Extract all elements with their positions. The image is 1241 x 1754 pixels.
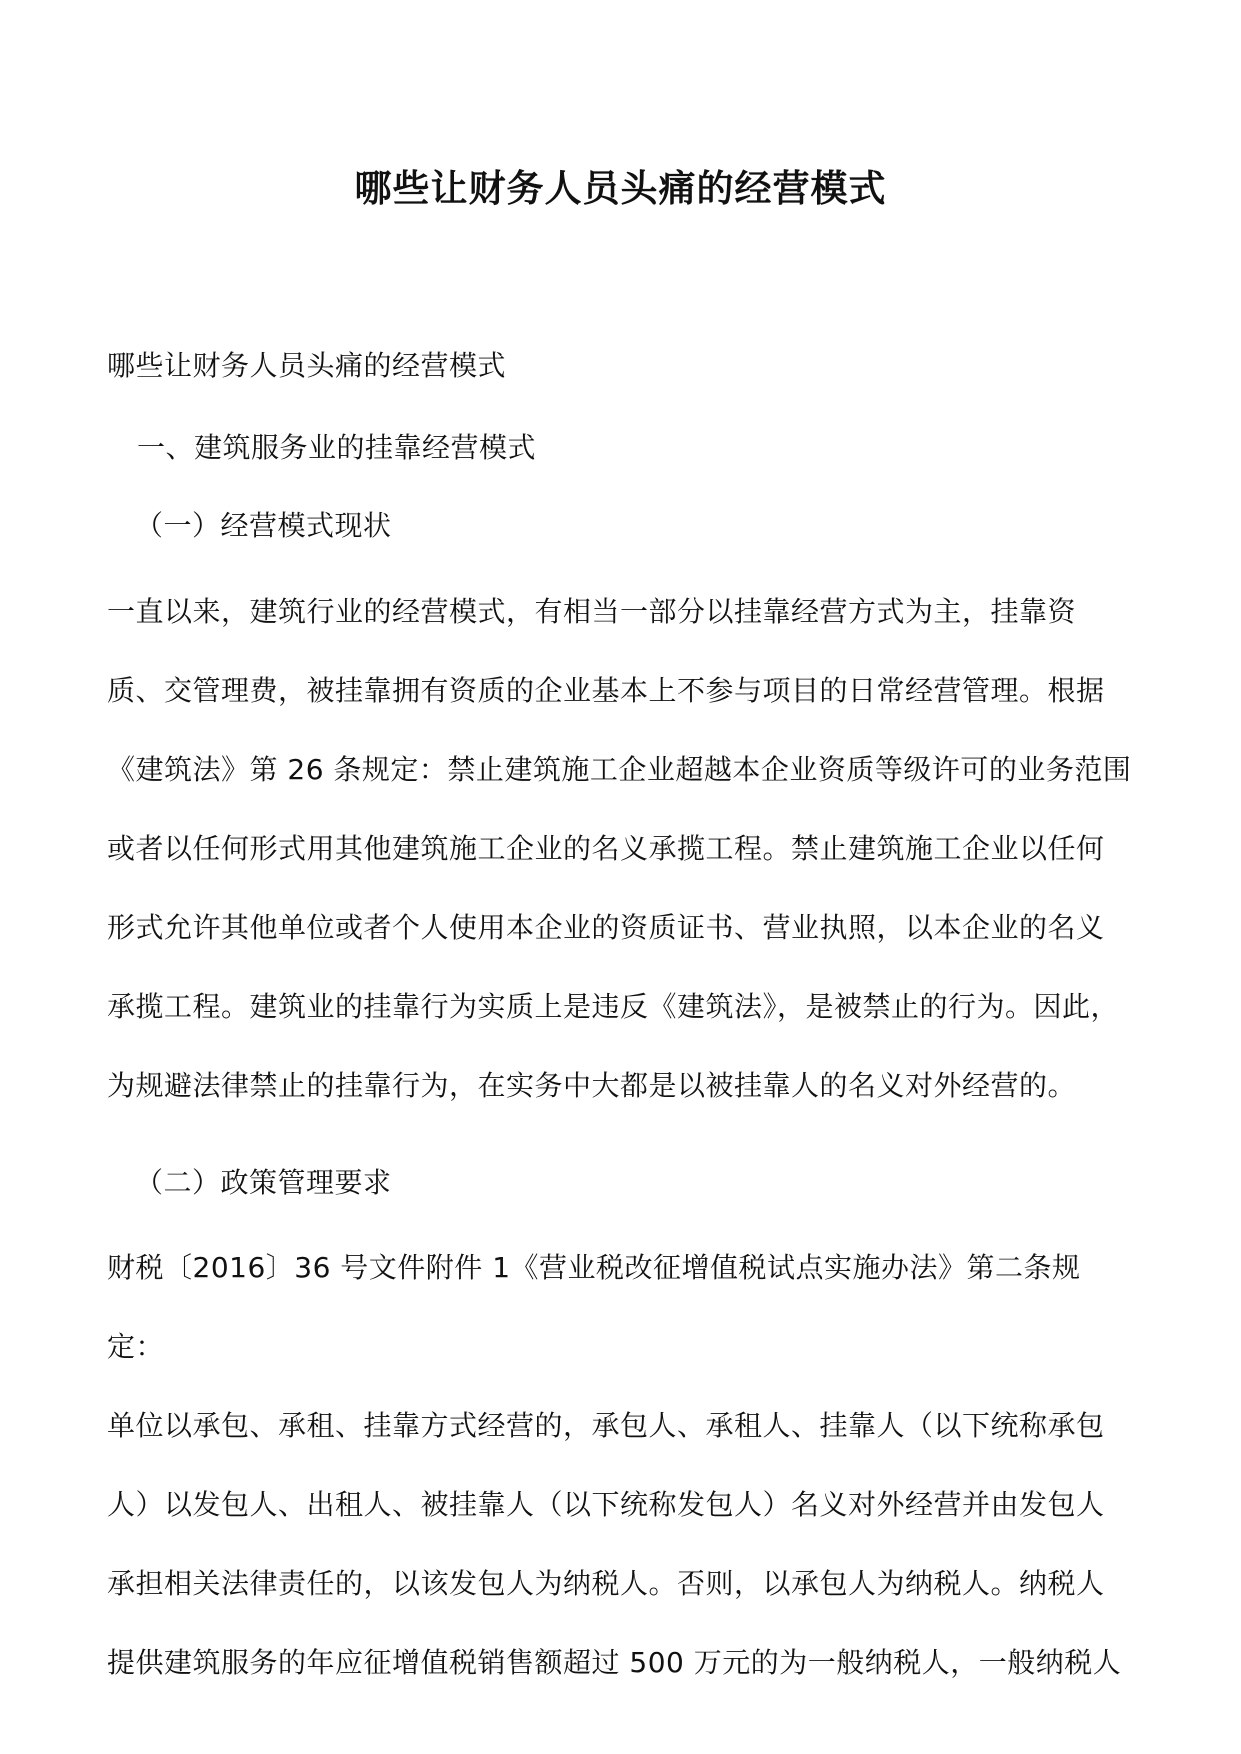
document-subtitle: 哪些让财务人员头痛的经营模式 bbox=[107, 349, 507, 382]
body-paragraph: 财税〔2016〕36 号文件附件 1《营业税改征增值税试点实施办法》第二条规定： 单位以承包、承租、挂靠方式经营的，承包人、承租人、挂靠人（以下统称承包 人）以发包人、出租人、被挂靠人（以下统称发包人）名义对外经营并由发包人 承担相关法律责任的，以该发包人为纳税人。否则，以承包人为纳税人。纳税人 提供建筑服务的年应征增值税销售额超过 500 万元的为一般纳税人，一般纳税人 bbox=[107, 1251, 1122, 1679]
subsection-heading: （二）政策管理要求 bbox=[135, 1166, 392, 1199]
document-title: 哪些让财务人员头痛的经营模式 bbox=[354, 167, 887, 210]
subsection-heading: （一）经营模式现状 bbox=[135, 509, 392, 542]
section-heading: 一、建筑服务业的挂靠经营模式 bbox=[137, 431, 537, 464]
body-paragraph: 一直以来，建筑行业的经营模式，有相当一部分以挂靠经营方式为主，挂靠资 质、交管理费，被挂靠拥有资质的企业基本上不参与项目的日常经营管理。根据 《建筑法》第 26 条规定：禁止建筑施工企业超越本企业资质等级许可的业务范围 或者以任何形式用其他建筑施工企业的名义承揽工程。禁止建筑施工企业以任何 形式允许其他单位或者个人使用本企业的资质证书、营业执照，以本企业的名义 承揽工程。建筑业的挂靠行为实质上是违反《建筑法》，是被禁止的行为。因此， 为规避法律禁止的挂靠行为，在实务中大都是以被挂靠人的名义对外经营的。 bbox=[107, 595, 1132, 1102]
